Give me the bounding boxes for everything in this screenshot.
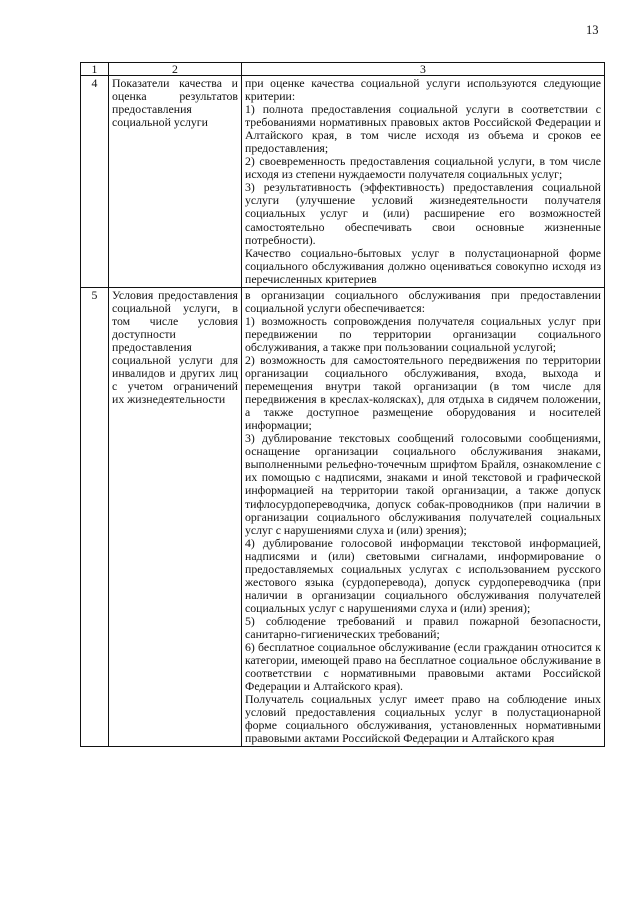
services-table bbox=[80, 62, 605, 747]
row-content bbox=[242, 76, 605, 288]
paragraph-condition-3: 3) дублирование текстовых сообщений голосовыми сообщениями, оснащение организации социального обслуживания знаками, выполненными рельефно-точечным шрифтом Брайля, ознакомление с их помощью с надписями, знаками и иной текстовой и графической информацией на территории такой организации, а также допуск тифлосурдопереводчика, допуск собак-проводников (при наличии в организации социального обслуживания получателей социальных услуг с нарушениями слуха и (или) зрения); bbox=[245, 431, 601, 537]
paragraph-condition-6: 6) бесплатное социальное обслуживание (если гражданин относится к категории, имеющей право на бесплатное социальное обслуживание в соответствии с нормативными правовыми актами Российской Федерации и Алтайского края). bbox=[245, 640, 601, 694]
paragraph-intro: в организации социального обслуживания при предоставлении социальной услуги обеспечивается: bbox=[245, 287, 601, 315]
paragraph-criterion-3: 3) результативность (эффективность) предоставления социальной услуги (улучшение условий жизнедеятельности получателя социальных услуг и (или) расширение его возможностей самостоятельно обеспечивать свои основные жизненные потребности). bbox=[245, 180, 601, 247]
column-number-3: 3 bbox=[242, 63, 605, 76]
paragraph-condition-4: 4) дублирование голосовой информации текстовой информацией, надписями и (или) световыми сигналами, информирование о предоставляемых социальных услугах с использованием русского жестового языка (сурдоперевода), допуск сурдопереводчика (при наличии в организации социального обслуживания получателей социальных услуг с нарушениями слуха и (или) зрения); bbox=[245, 535, 601, 615]
page-number: 13 bbox=[586, 23, 599, 37]
table-row bbox=[81, 287, 605, 747]
row-label: Условия предоставления социальной услуги, в том числе условия доступности предоставления социальной услуги для инвалидов и других лиц с учетом ограничений их жизнедеятельности bbox=[109, 287, 242, 747]
paragraph-conclusion: Качество социально-бытовых услуг в полустационарной форме социального обслуживания должно оцениваться совокупно исходя из перечисленных критериев bbox=[245, 245, 601, 286]
paragraph-criterion-2: 2) своевременность предоставления социальной услуги, в том числе исходя из степени нуждаемости получателя социальных услуг; bbox=[245, 154, 601, 182]
paragraph-intro: при оценке качества социальной услуги используются следующие критерии: bbox=[245, 76, 601, 104]
column-number-1: 1 bbox=[81, 63, 109, 76]
row-number: 4 bbox=[81, 76, 109, 288]
row-number: 5 bbox=[81, 287, 109, 747]
row-label: Показатели качества и оценка результатов предоставления социальной услуги bbox=[109, 76, 242, 288]
paragraph-condition-5: 5) соблюдение требований и правил пожарной безопасности, санитарно-гигиенических требований; bbox=[245, 613, 601, 641]
paragraph-condition-2: 2) возможность для самостоятельного передвижения по территории организации социального обслуживания, входа, выхода и перемещения внутри такой организации (в том числе для передвижения в креслах-колясках), для отдыха в сидячем положении, а также доступное размещение оборудования и носителей информации; bbox=[245, 352, 601, 433]
paragraph-criterion-1: 1) полнота предоставления социальной услуги в соответствии с требованиями нормативных правовых актов Российской Федерации и Алтайского края, в том числе исходя из объема и сроков ее предоставления; bbox=[245, 102, 601, 156]
table-header-row bbox=[81, 63, 605, 76]
column-number-2: 2 bbox=[109, 63, 242, 76]
row-content bbox=[242, 287, 605, 747]
table-row bbox=[81, 76, 605, 288]
paragraph-condition-1: 1) возможность сопровождения получателя социальных услуг при передвижении по территории организации социального обслуживания, а также при пользовании социальной услугой; bbox=[245, 313, 601, 354]
paragraph-conclusion: Получатель социальных услуг имеет право на соблюдение иных условий предоставления социальных услуг в полустационарной форме социального обслуживания, установленных нормативными правовыми актами Российской Федерации и Алтайского края bbox=[245, 692, 601, 746]
